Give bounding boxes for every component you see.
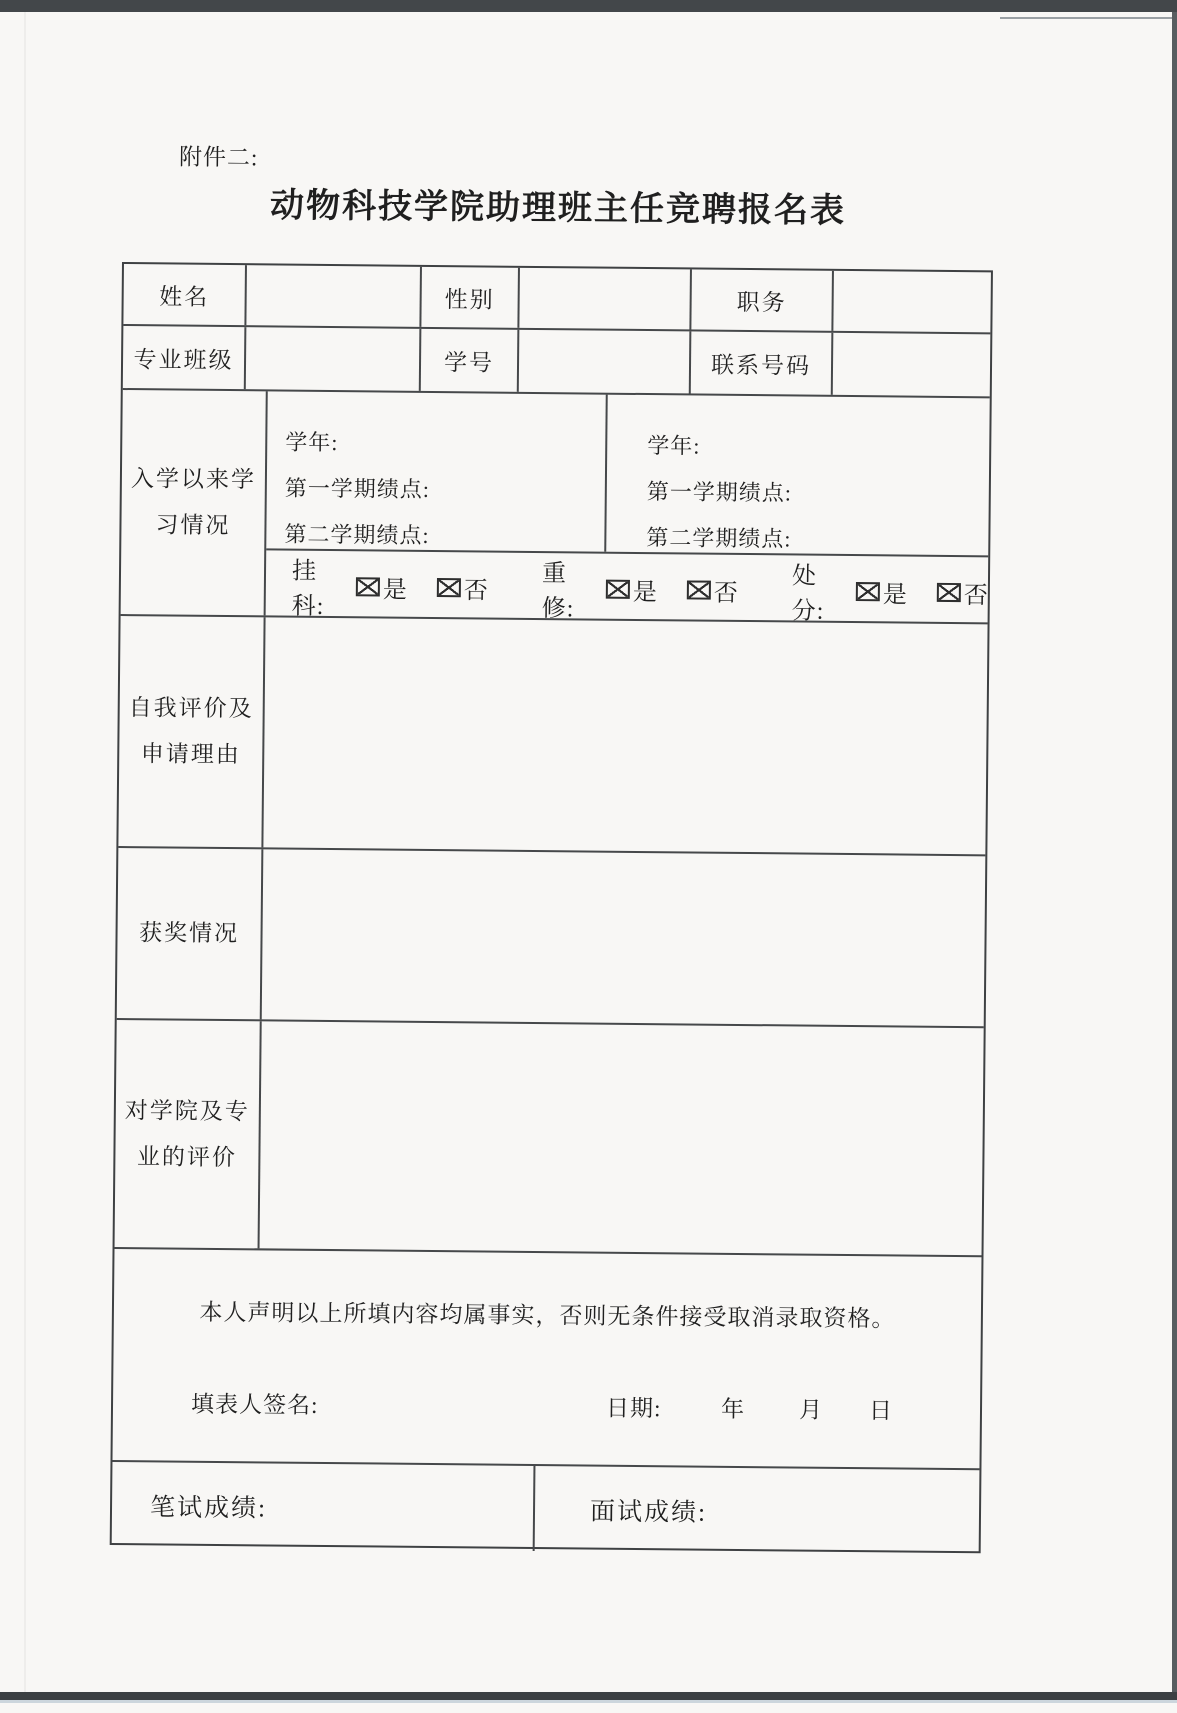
year-label: 学年:: [647, 433, 701, 459]
position-label: 职务: [691, 269, 834, 330]
gpa-year-column-2: [606, 395, 989, 556]
contact-value-cell: [833, 333, 991, 397]
form-title: 动物科技学院助理班主任竞聘报名表: [269, 186, 847, 230]
name-label: 姓名: [123, 264, 247, 325]
student-id-value-cell: [519, 330, 692, 394]
study-flags-row: [266, 550, 989, 627]
year-label: 学年:: [285, 429, 339, 456]
gender-label: 性别: [421, 267, 520, 328]
scanner-bottom-bar: [0, 1692, 1177, 1700]
self-evaluation-label: 自我评价及 申请理由: [118, 616, 265, 847]
year-label: 年: [720, 1396, 745, 1423]
major-class-value-cell: [246, 327, 422, 391]
college-evaluation-label: 对学院及专 业的评价: [115, 1020, 262, 1248]
scanner-right-edge: [1172, 12, 1177, 1692]
student-id-label: 学号: [421, 329, 520, 392]
row-self-evaluation: [118, 616, 987, 856]
row-college-evaluation: [115, 1020, 984, 1257]
checked-checkbox-icon: [687, 580, 711, 599]
flag-failed-course: 挂科: 是 否: [291, 558, 488, 620]
gender-value-cell: [519, 268, 692, 330]
checked-checkbox-icon: [437, 578, 461, 597]
day-label: 日: [868, 1398, 893, 1424]
gpa-year-column-1: [266, 391, 607, 551]
declaration-statement: 本人声明以上所填内容均属事实，否则无条件接受取消录取资格。: [199, 1299, 896, 1332]
semester2-gpa-label: 第二学期绩点:: [284, 521, 430, 548]
semester2-gpa-label: 第二学期绩点:: [646, 525, 792, 552]
checked-checkbox-icon: [937, 582, 961, 601]
major-class-label: 专业班级: [123, 326, 247, 389]
date-label: 日期:: [605, 1395, 662, 1422]
self-evaluation-content-cell: [263, 617, 987, 854]
row-declaration: [112, 1249, 981, 1470]
row-awards: [117, 848, 986, 1028]
checked-checkbox-icon: [856, 582, 880, 601]
awards-label: 获奖情况: [117, 848, 264, 1019]
awards-content-cell: [262, 849, 986, 1026]
row-study-record: [121, 390, 990, 624]
application-form-table: [110, 262, 993, 1553]
contact-label: 联系号码: [691, 331, 834, 394]
semester1-gpa-label: 第一学期绩点:: [646, 479, 793, 506]
checked-checkbox-icon: [606, 579, 630, 598]
interview-score-label: 面试成绩:: [589, 1498, 708, 1527]
gpa-grid: [266, 391, 989, 557]
college-evaluation-content-cell: [260, 1021, 984, 1255]
row-name-gender-position: [123, 264, 991, 334]
row-class-id-contact: [123, 326, 991, 398]
paper-edge-shadow: [1000, 17, 1172, 19]
flag-retaken-course: 重修: 是 否: [541, 561, 738, 623]
name-value-cell: [246, 265, 422, 327]
row-scores: [112, 1462, 980, 1555]
signature-label: 填表人签名:: [190, 1391, 319, 1418]
attachment-label: 附件二:: [178, 144, 259, 171]
checked-checkbox-icon: [356, 577, 380, 596]
study-record-label: 入学以来学 习情况: [121, 390, 268, 615]
month-label: 月: [798, 1397, 823, 1423]
position-value-cell: [833, 271, 991, 333]
written-score-label: 笔试成绩:: [112, 1462, 536, 1551]
semester1-gpa-label: 第一学期绩点:: [284, 475, 431, 502]
flag-disciplinary-action: 处分: 是 否: [791, 563, 988, 625]
